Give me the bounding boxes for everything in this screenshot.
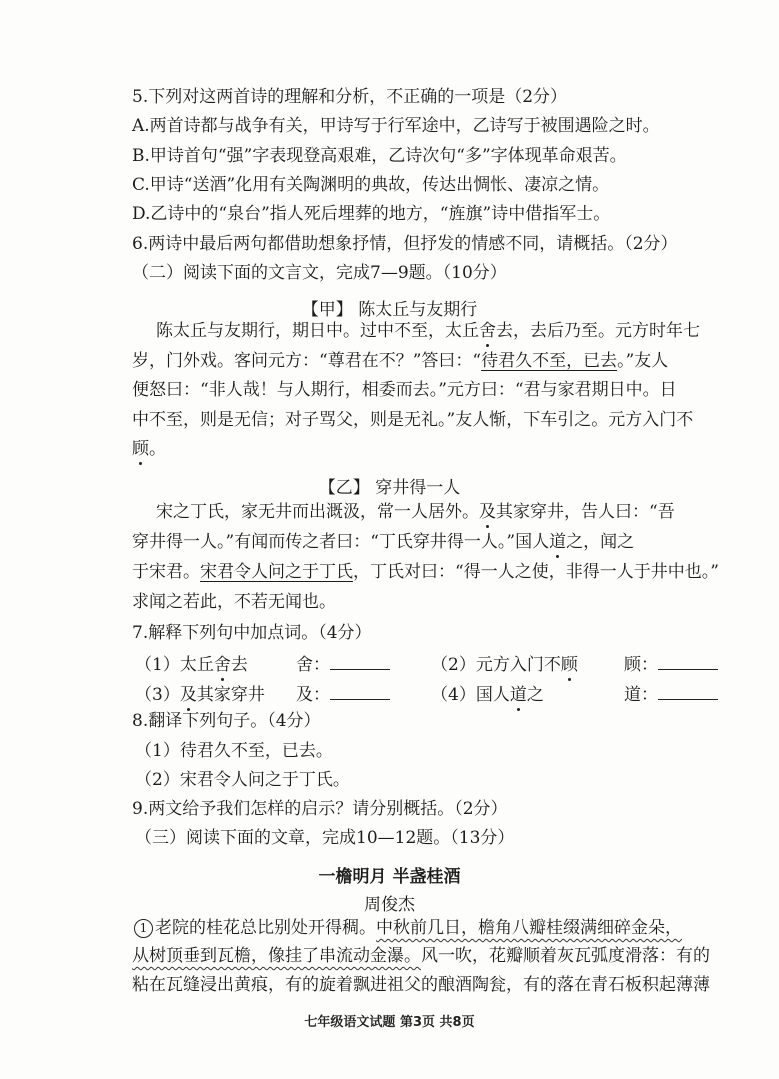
jia-line-4: 中不至，则是无信；对子骂父，则是无礼。”友人惭，下车引之。元方入门不 bbox=[132, 410, 694, 430]
q7-answer-4[interactable]: 道： bbox=[624, 680, 718, 705]
jia-line-3: 便怒曰：“非人哉！与人期行，相委而去。”元方曰：“君与家君期日中。日 bbox=[132, 380, 677, 400]
jia-line-2: 岁，门外戏。客问元方：“尊君在不？”答曰：“待君久不至，已去。”友人 bbox=[132, 351, 669, 371]
q7-item-4: （4）国人道之 bbox=[431, 685, 544, 705]
underlined-sentence: 宋君令人问之于丁氏 bbox=[200, 562, 353, 582]
essay-author: 周俊杰 bbox=[364, 895, 415, 915]
dotted-word: 道 bbox=[549, 532, 567, 552]
dotted-word: 舍 bbox=[479, 321, 496, 341]
jia-line-5: 顾。 bbox=[132, 439, 166, 459]
dotted-word: 顾 bbox=[132, 439, 149, 459]
paragraph-number: 1 bbox=[134, 919, 153, 938]
q8-sentence-2: （2）宋君令人问之于丁氏。 bbox=[135, 770, 350, 790]
q5-stem: 5.下列对这两首诗的理解和分析，不正确的一项是（2分） bbox=[132, 87, 568, 107]
q8-stem: 8.翻译下列句子。（4分） bbox=[132, 711, 321, 731]
q7-answer-3[interactable]: 及： bbox=[296, 680, 390, 705]
yi-line-4: 求闻之若此，不若无闻也。 bbox=[132, 592, 336, 612]
jia-title: 【甲】 陈太丘与友期行 bbox=[301, 300, 478, 320]
q5-option-d: D.乙诗中的“泉台”指人死后埋葬的地方，“旌旗”诗中借指军士。 bbox=[132, 204, 611, 224]
yi-title: 【乙】 穿井得一人 bbox=[318, 478, 461, 498]
jia-line-1: 陈太丘与友期行，期日中。过中不至，太丘舍去，去后乃至。元方时年七 bbox=[156, 321, 700, 341]
q5-option-c: C.甲诗“送酒”化用有关陶渊明的典故，传达出惆怅、凄凉之情。 bbox=[132, 175, 610, 195]
q8-sentence-1: （1）待君久不至，已去。 bbox=[135, 741, 333, 761]
essay-line-2: 从树顶垂到瓦檐，像挂了串流动金瀑。风一吹，花瓣顺着灰瓦弧度滑落：有的 bbox=[132, 946, 710, 966]
wavy-underlined-text: 从树顶垂到瓦檐，像挂了串流动金瀑。 bbox=[132, 946, 421, 966]
answer-blank bbox=[330, 685, 390, 700]
answer-blank bbox=[658, 655, 718, 670]
q7-stem: 7.解释下列句中加点词。（4分） bbox=[132, 623, 372, 643]
answer-blank bbox=[330, 655, 390, 670]
page-footer: 七年级语文试题 第3页 共8页 bbox=[304, 1015, 475, 1030]
q7-item-2: （2）元方入门不顾 bbox=[431, 655, 578, 675]
essay-line-3: 粘在瓦缝浸出黄痕，有的旋着飘进祖父的酿酒陶瓮，有的落在青石板积起薄薄 bbox=[132, 975, 710, 995]
yi-line-3: 于宋君。宋君令人问之于丁氏，丁氏对曰：“得一人之使，非得一人于井中也。” bbox=[132, 562, 719, 582]
q7-answer-2[interactable]: 顾： bbox=[624, 650, 718, 675]
dotted-word: 及 bbox=[479, 502, 496, 522]
q7-answer-1[interactable]: 舍： bbox=[296, 650, 390, 675]
q5-option-b: B.甲诗首句“强”字表现登高艰难，乙诗次句“多”字体现革命艰苦。 bbox=[132, 146, 627, 166]
essay-title: 一檐明月 半盏桂酒 bbox=[318, 867, 461, 887]
section3-heading: （三）阅读下面的文章，完成10—12题。（13分） bbox=[135, 828, 515, 848]
wavy-underlined-text: 中秋前几日，檐角八瓣桂缀满细碎金朵， bbox=[376, 918, 682, 938]
q6-stem: 6.两诗中最后两句都借助想象抒情，但抒发的情感不同，请概括。（2分） bbox=[132, 234, 678, 254]
yi-line-1: 宋之丁氏，家无井而出溉汲，常一人居外。及其家穿井，告人曰：“吾 bbox=[156, 502, 675, 522]
q5-option-a: A.两首诗都与战争有关，甲诗写于行军途中，乙诗写于被围遇险之时。 bbox=[132, 116, 660, 136]
q7-item-3: （3）及其家穿井 bbox=[135, 685, 265, 705]
section2-heading: （二）阅读下面的文言文，完成7—9题。（10分） bbox=[132, 263, 507, 283]
underlined-sentence: 待君久不至，已去 bbox=[481, 351, 618, 371]
essay-line-1: 1 老院的桂花总比别处开得稠。中秋前几日，檐角八瓣桂缀满细碎金朵， bbox=[134, 919, 682, 938]
q9-stem: 9.两文给予我们怎样的启示？请分别概括。（2分） bbox=[132, 799, 508, 819]
answer-blank bbox=[658, 685, 718, 700]
q7-item-1: （1）太丘舍去 bbox=[135, 655, 248, 675]
yi-line-2: 穿井得一人。”有闻而传之者曰：“丁氏穿井得一人。”国人道之，闻之 bbox=[132, 532, 635, 552]
